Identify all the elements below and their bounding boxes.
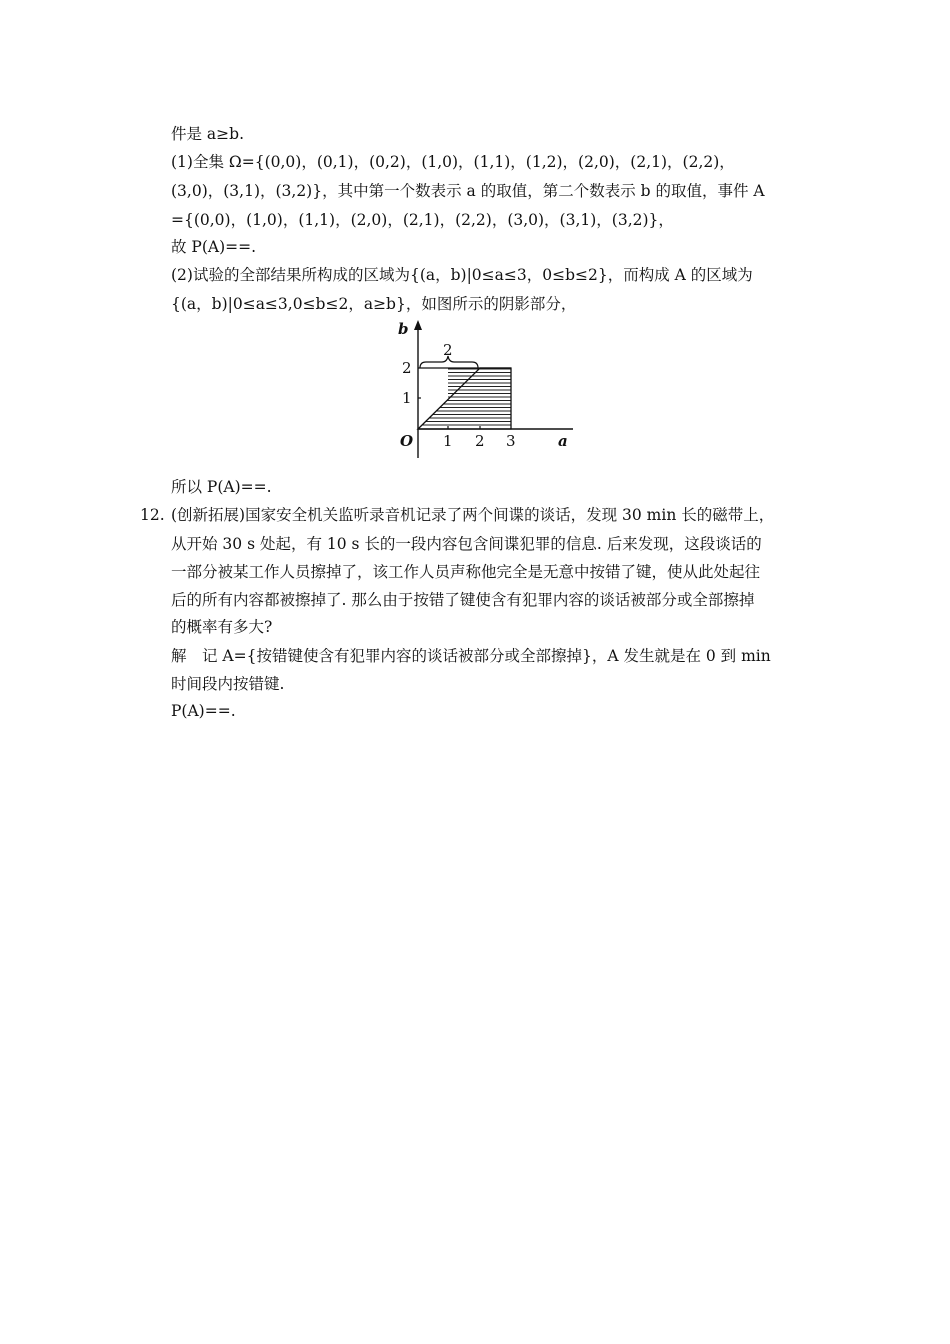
text-line-2: (1)全集 Ω={(0,0)，(0,1)，(0,2)，(1,0)，(1,1)，(1,2)，(2,0)，(2,1)，(2,2)， (171, 153, 735, 171)
solution-line-2: 时间段内按错键. (171, 675, 285, 693)
solution-line-3: P(A)==. (171, 702, 236, 720)
text-line-6: (2)试验的全部结果所构成的区域为{(a，b)|0≤a≤3，0≤b≤2}，而构成 A 的区域为 (171, 266, 753, 284)
brace-label: 2 (443, 341, 453, 359)
problem-12-line-1: (创新拓展)国家安全机关监听录音机记录了两个间谍的谈话，发现 30 min 长的磁带上， (171, 506, 775, 524)
problem-12-number: 12. (140, 506, 165, 524)
y-tick-label-2: 2 (402, 359, 412, 377)
y-axis-arrow (414, 320, 422, 330)
region-outline (418, 368, 511, 429)
text-line-1: 件是 a≥b. (171, 125, 245, 143)
shaded-region (418, 369, 511, 425)
region-figure (390, 318, 590, 463)
y-axis-label: b (398, 320, 409, 338)
text-line-3: (3,0)，(3,1)，(3,2)}，其中第一个数表示 a 的取值，第二个数表示 b 的取值，事件 A (171, 182, 765, 200)
problem-12-line-5: 的概率有多大? (171, 618, 273, 636)
text-line-7: {(a，b)|0≤a≤3,0≤b≤2，a≥b}，如图所示的阴影部分， (171, 295, 577, 313)
text-line-4: ={(0,0)，(1,0)，(1,1)，(2,0)，(2,1)，(2,2)，(3,0)，(3,1)，(3,2)}， (171, 211, 674, 229)
solution-line-1: 解 记 A={按错键使含有犯罪内容的谈话被部分或全部擦掉}，A 发生就是在 0 到 min (171, 647, 771, 665)
x-tick-label-2: 2 (475, 432, 485, 450)
x-tick-label-1: 1 (443, 432, 453, 450)
problem-12-line-3: 一部分被某工作人员擦掉了，该工作人员声称他完全是无意中按错了键，使从此处起往 (171, 563, 761, 581)
problem-12-line-4: 后的所有内容都被擦掉了. 那么由于按错了键使含有犯罪内容的谈话被部分或全部擦掉 (171, 591, 755, 609)
x-tick-label-3: 3 (506, 432, 516, 450)
text-line-8: 所以 P(A)==. (171, 478, 272, 496)
problem-12-line-2: 从开始 30 s 处起，有 10 s 长的一段内容包含间谍犯罪的信息. 后来发现，这段谈话的 (171, 535, 762, 553)
y-tick-label-1: 1 (402, 389, 412, 407)
text-line-5: 故 P(A)==. (171, 238, 257, 256)
x-axis-label: a (558, 432, 568, 450)
origin-label: O (400, 432, 414, 450)
